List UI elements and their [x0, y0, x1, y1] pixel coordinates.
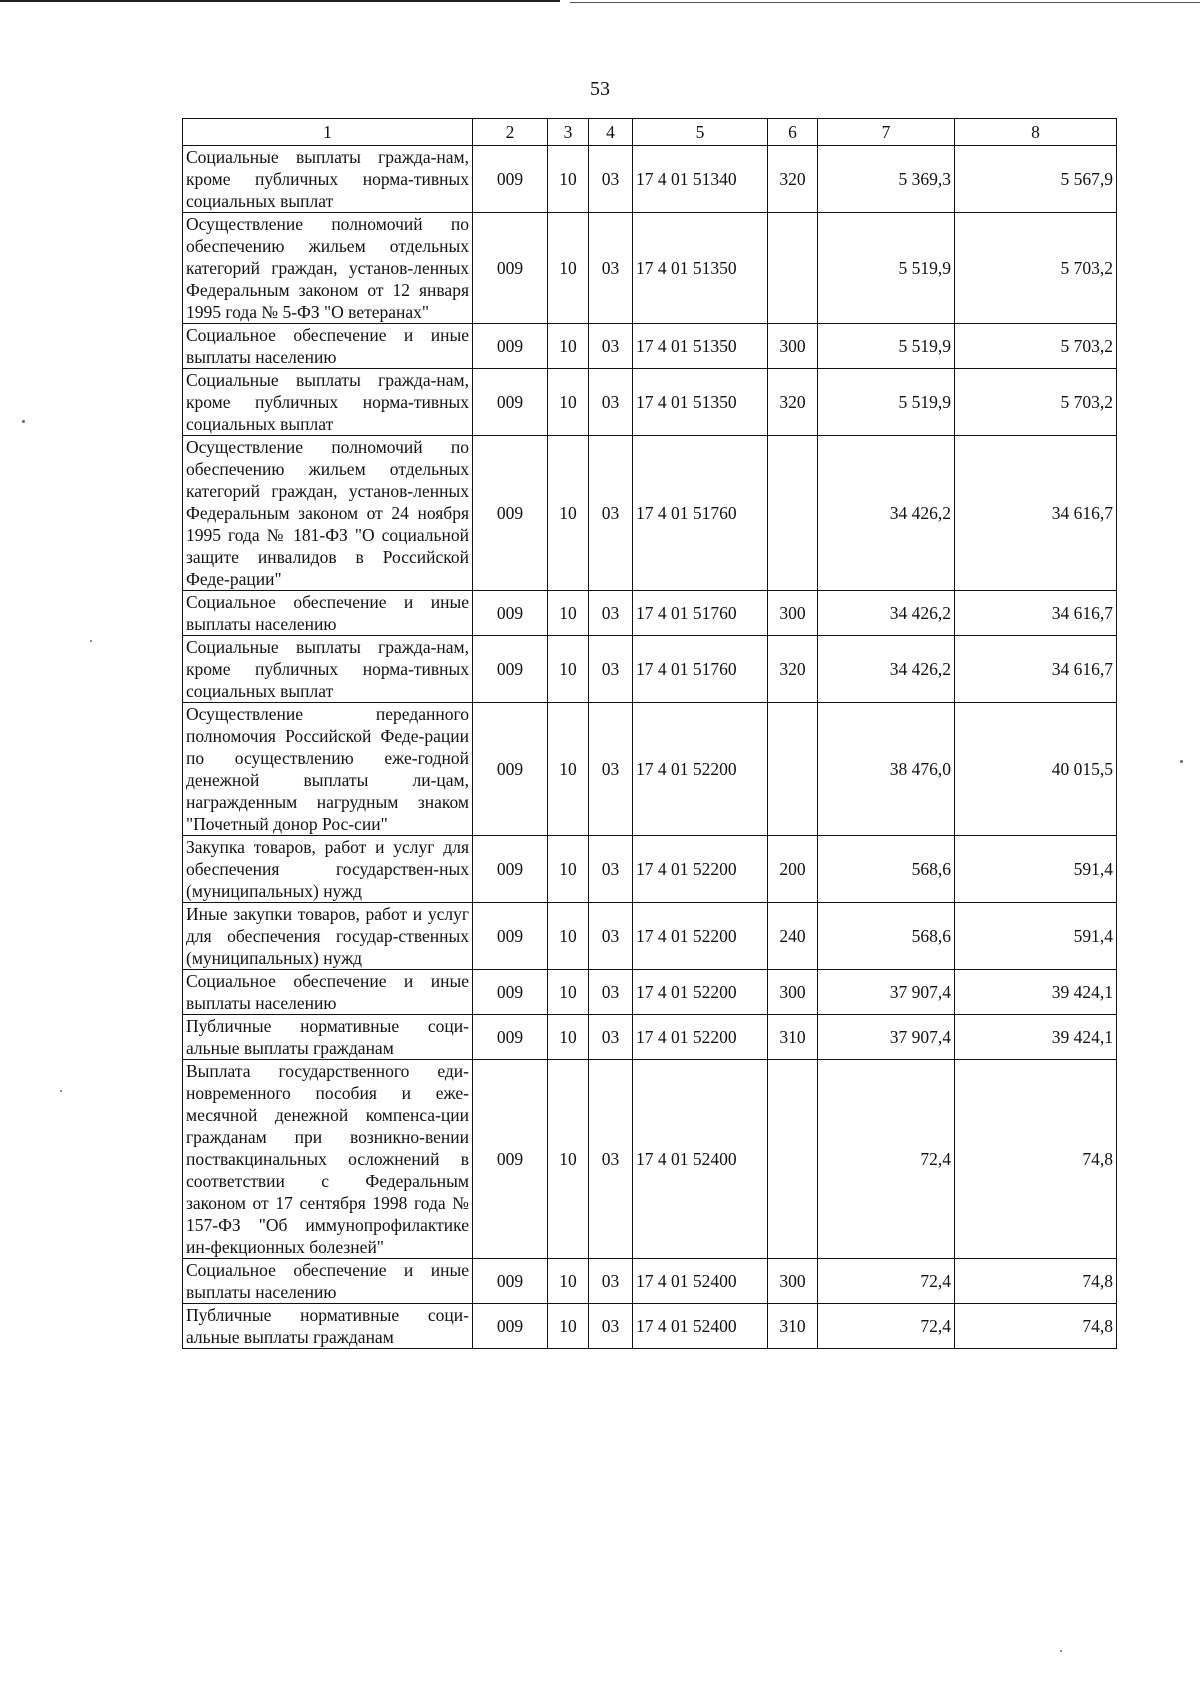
table-row	[183, 436, 1117, 591]
amount-year1-cell: 38 476,0	[818, 703, 955, 836]
column-header: 6	[768, 119, 818, 146]
row-name-cell: Социальные выплаты гражда-нам, кроме публичных норма-тивных социальных выплат	[183, 146, 473, 213]
target-article-cell: 17 4 01 51760	[633, 636, 768, 703]
expense-type-cell	[768, 1060, 818, 1259]
expense-type-cell: 300	[768, 324, 818, 369]
scan-speck	[60, 1090, 62, 1092]
amount-year1-cell: 72,4	[818, 1259, 955, 1304]
gr-code-cell: 009	[473, 591, 548, 636]
scan-speck	[90, 640, 92, 642]
gr-code-cell: 009	[473, 146, 548, 213]
section-code-cell: 10	[548, 1015, 589, 1060]
scan-speck	[1060, 1650, 1062, 1652]
section-code-cell: 10	[548, 636, 589, 703]
scan-edge-line	[0, 0, 560, 2]
gr-code-cell: 009	[473, 1060, 548, 1259]
row-name-cell: Публичные нормативные соци-альные выплаты гражданам	[183, 1304, 473, 1349]
section-code-cell: 10	[548, 324, 589, 369]
column-header: 4	[589, 119, 633, 146]
section-code-cell: 10	[548, 436, 589, 591]
expense-type-cell	[768, 703, 818, 836]
expense-type-cell: 320	[768, 369, 818, 436]
section-code-cell: 10	[548, 970, 589, 1015]
amount-year2-cell: 40 015,5	[955, 703, 1117, 836]
row-name-cell: Социальное обеспечение и иные выплаты населению	[183, 591, 473, 636]
row-name-cell: Социальное обеспечение и иные выплаты населению	[183, 324, 473, 369]
target-article-cell: 17 4 01 51350	[633, 369, 768, 436]
amount-year1-cell: 72,4	[818, 1304, 955, 1349]
amount-year1-cell: 37 907,4	[818, 970, 955, 1015]
amount-year2-cell: 34 616,7	[955, 636, 1117, 703]
subsection-code-cell: 03	[589, 146, 633, 213]
target-article-cell: 17 4 01 52400	[633, 1304, 768, 1349]
subsection-code-cell: 03	[589, 970, 633, 1015]
section-code-cell: 10	[548, 1259, 589, 1304]
target-article-cell: 17 4 01 51350	[633, 213, 768, 324]
gr-code-cell: 009	[473, 369, 548, 436]
column-header: 8	[955, 119, 1117, 146]
table-row	[183, 836, 1117, 903]
amount-year1-cell: 34 426,2	[818, 591, 955, 636]
column-header: 5	[633, 119, 768, 146]
amount-year2-cell: 5 567,9	[955, 146, 1117, 213]
scan-speck	[22, 420, 25, 423]
subsection-code-cell: 03	[589, 213, 633, 324]
gr-code-cell: 009	[473, 324, 548, 369]
column-header: 1	[183, 119, 473, 146]
gr-code-cell: 009	[473, 836, 548, 903]
subsection-code-cell: 03	[589, 1060, 633, 1259]
target-article-cell: 17 4 01 52200	[633, 836, 768, 903]
section-code-cell: 10	[548, 903, 589, 970]
section-code-cell: 10	[548, 1060, 589, 1259]
amount-year1-cell: 5 519,9	[818, 324, 955, 369]
table-header-row	[183, 119, 1117, 146]
gr-code-cell: 009	[473, 1259, 548, 1304]
column-header: 7	[818, 119, 955, 146]
row-name-cell: Осуществление полномочий по обеспечению жильем отдельных категорий граждан, установ-ленных Федеральным законом от 12 января 1995 года № 5-ФЗ "О ветеранах"	[183, 213, 473, 324]
amount-year2-cell: 39 424,1	[955, 970, 1117, 1015]
row-name-cell: Осуществление переданного полномочия Российской Феде-рации по осуществлению еже-годной денежной выплаты ли-цам, награжденным нагрудным знаком "Почетный донор Рос-сии"	[183, 703, 473, 836]
subsection-code-cell: 03	[589, 636, 633, 703]
amount-year2-cell: 591,4	[955, 903, 1117, 970]
gr-code-cell: 009	[473, 970, 548, 1015]
expense-type-cell: 310	[768, 1015, 818, 1060]
amount-year2-cell: 39 424,1	[955, 1015, 1117, 1060]
page-number: 53	[590, 78, 610, 100]
table-row	[183, 703, 1117, 836]
expense-type-cell: 300	[768, 970, 818, 1015]
gr-code-cell: 009	[473, 1015, 548, 1060]
column-header: 3	[548, 119, 589, 146]
gr-code-cell: 009	[473, 213, 548, 324]
scan-speck	[1180, 760, 1183, 763]
row-name-cell: Выплата государственного еди-новременного пособия и еже-месячной денежной компенса-ции гражданам при возникно-вении поствакцинальных осложнений в соответствии с Федеральным законом от 17 сентября 1998 года № 157-ФЗ "Об иммунопрофилактике ин-фекционных болезней"	[183, 1060, 473, 1259]
target-article-cell: 17 4 01 51760	[633, 591, 768, 636]
target-article-cell: 17 4 01 52400	[633, 1259, 768, 1304]
table-row	[183, 970, 1117, 1015]
subsection-code-cell: 03	[589, 436, 633, 591]
subsection-code-cell: 03	[589, 1015, 633, 1060]
expense-type-cell: 320	[768, 636, 818, 703]
section-code-cell: 10	[548, 1304, 589, 1349]
section-code-cell: 10	[548, 703, 589, 836]
subsection-code-cell: 03	[589, 836, 633, 903]
subsection-code-cell: 03	[589, 1304, 633, 1349]
expense-type-cell: 300	[768, 591, 818, 636]
table-row	[183, 636, 1117, 703]
amount-year1-cell: 568,6	[818, 903, 955, 970]
amount-year2-cell: 74,8	[955, 1304, 1117, 1349]
table-row	[183, 903, 1117, 970]
amount-year2-cell: 591,4	[955, 836, 1117, 903]
subsection-code-cell: 03	[589, 591, 633, 636]
gr-code-cell: 009	[473, 636, 548, 703]
expense-type-cell: 310	[768, 1304, 818, 1349]
amount-year1-cell: 34 426,2	[818, 636, 955, 703]
row-name-cell: Иные закупки товаров, работ и услуг для обеспечения государ-ственных (муниципальных) нужд	[183, 903, 473, 970]
scan-edge-line	[570, 2, 1200, 3]
target-article-cell: 17 4 01 52200	[633, 903, 768, 970]
budget-table	[182, 118, 1117, 1349]
section-code-cell: 10	[548, 369, 589, 436]
amount-year1-cell: 568,6	[818, 836, 955, 903]
target-article-cell: 17 4 01 51760	[633, 436, 768, 591]
expense-type-cell: 240	[768, 903, 818, 970]
target-article-cell: 17 4 01 52200	[633, 970, 768, 1015]
amount-year2-cell: 5 703,2	[955, 324, 1117, 369]
table-row	[183, 1060, 1117, 1259]
table-row	[183, 1259, 1117, 1304]
row-name-cell: Публичные нормативные соци-альные выплаты гражданам	[183, 1015, 473, 1060]
amount-year1-cell: 5 519,9	[818, 369, 955, 436]
subsection-code-cell: 03	[589, 324, 633, 369]
section-code-cell: 10	[548, 591, 589, 636]
gr-code-cell: 009	[473, 703, 548, 836]
amount-year2-cell: 5 703,2	[955, 213, 1117, 324]
subsection-code-cell: 03	[589, 369, 633, 436]
amount-year2-cell: 74,8	[955, 1060, 1117, 1259]
amount-year1-cell: 5 369,3	[818, 146, 955, 213]
table-row	[183, 213, 1117, 324]
row-name-cell: Осуществление полномочий по обеспечению жильем отдельных категорий граждан, установ-ленных Федеральным законом от 24 ноября 1995 года № 181-ФЗ "О социальной защите инвалидов в Российской Феде-рации"	[183, 436, 473, 591]
target-article-cell: 17 4 01 51350	[633, 324, 768, 369]
section-code-cell: 10	[548, 213, 589, 324]
column-header: 2	[473, 119, 548, 146]
expense-type-cell: 200	[768, 836, 818, 903]
amount-year2-cell: 74,8	[955, 1259, 1117, 1304]
table-row	[183, 369, 1117, 436]
row-name-cell: Социальные выплаты гражда-нам, кроме публичных норма-тивных социальных выплат	[183, 636, 473, 703]
expense-type-cell: 320	[768, 146, 818, 213]
table-row	[183, 324, 1117, 369]
section-code-cell: 10	[548, 836, 589, 903]
amount-year1-cell: 34 426,2	[818, 436, 955, 591]
target-article-cell: 17 4 01 52400	[633, 1060, 768, 1259]
amount-year2-cell: 34 616,7	[955, 436, 1117, 591]
table-row	[183, 146, 1117, 213]
section-code-cell: 10	[548, 146, 589, 213]
expense-type-cell: 300	[768, 1259, 818, 1304]
subsection-code-cell: 03	[589, 903, 633, 970]
amount-year2-cell: 5 703,2	[955, 369, 1117, 436]
table-row	[183, 1304, 1117, 1349]
amount-year1-cell: 72,4	[818, 1060, 955, 1259]
row-name-cell: Социальное обеспечение и иные выплаты населению	[183, 970, 473, 1015]
table-row	[183, 591, 1117, 636]
subsection-code-cell: 03	[589, 703, 633, 836]
expense-type-cell	[768, 436, 818, 591]
target-article-cell: 17 4 01 52200	[633, 703, 768, 836]
amount-year1-cell: 37 907,4	[818, 1015, 955, 1060]
gr-code-cell: 009	[473, 1304, 548, 1349]
row-name-cell: Социальные выплаты гражда-нам, кроме публичных норма-тивных социальных выплат	[183, 369, 473, 436]
target-article-cell: 17 4 01 51340	[633, 146, 768, 213]
gr-code-cell: 009	[473, 436, 548, 591]
row-name-cell: Социальное обеспечение и иные выплаты населению	[183, 1259, 473, 1304]
amount-year2-cell: 34 616,7	[955, 591, 1117, 636]
subsection-code-cell: 03	[589, 1259, 633, 1304]
row-name-cell: Закупка товаров, работ и услуг для обеспечения государствен-ных (муниципальных) нужд	[183, 836, 473, 903]
amount-year1-cell: 5 519,9	[818, 213, 955, 324]
table-row	[183, 1015, 1117, 1060]
gr-code-cell: 009	[473, 903, 548, 970]
target-article-cell: 17 4 01 52200	[633, 1015, 768, 1060]
expense-type-cell	[768, 213, 818, 324]
